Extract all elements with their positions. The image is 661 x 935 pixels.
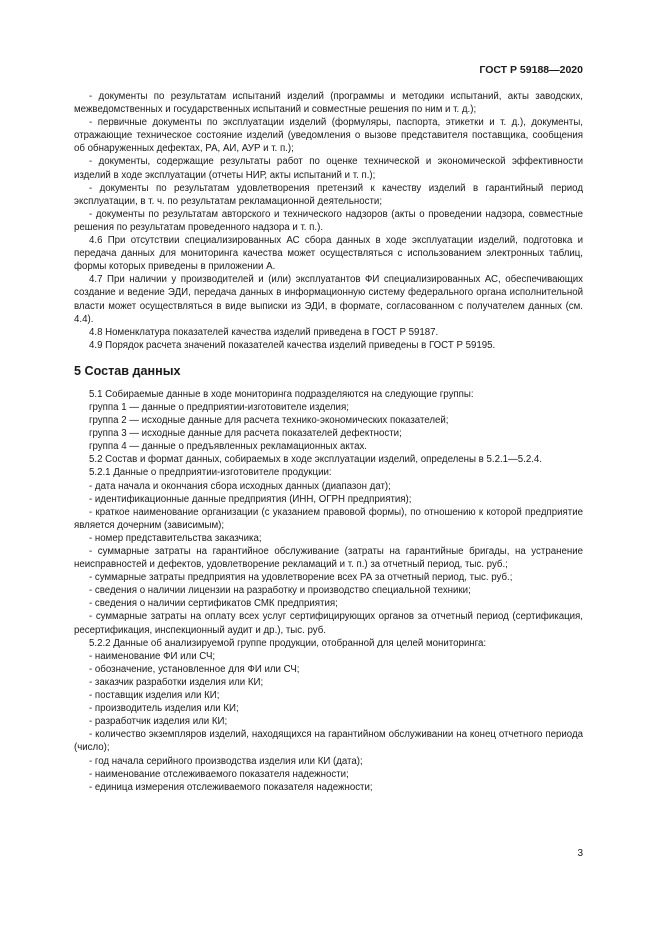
paragraph: - документы по результатам авторского и технического надзоров (акты о проведении надзора, совместные решения по результатам проведенного надзора и т. п.). xyxy=(74,208,583,233)
paragraph: - суммарные затраты на оплату всех услуг сертифицирующих органов за отчетный период (сертификация, ресертификация, инспекционный аудит и др.), тыс. руб. xyxy=(74,611,583,636)
paragraph: - документы, содержащие результаты работ по оценке технической и экономической эффективности изделий в ходе эксплуатации (отчеты НИР, акты испытаний и т. п.); xyxy=(74,156,583,181)
paragraph: - документы по результатам испытаний изделий (программы и методики испытаний, акты заводских, межведомственных и государственных испытаний и совместные решения по ним и т. д.); xyxy=(74,91,583,116)
paragraph: группа 3 — исходные данные для расчета показателей дефектности; xyxy=(89,428,402,440)
paragraph: группа 4 — данные о предъявленных рекламационных актах. xyxy=(89,441,367,453)
paragraph: группа 2 — исходные данные для расчета технико-экономических показателей; xyxy=(89,415,449,427)
paragraph: - год начала серийного производства изделия или КИ (дата); xyxy=(89,755,363,767)
paragraph: - номер представительства заказчика; xyxy=(89,532,262,544)
paragraph: группа 1 — данные о предприятии-изготовителе изделия; xyxy=(89,401,349,413)
paragraph: 5.2.2 Данные об анализируемой группе продукции, отобранной для целей мониторинга: xyxy=(89,637,487,649)
paragraph: - количество экземпляров изделий, находящихся на гарантийном обслуживании на конец отчетного периода (число); xyxy=(74,729,583,754)
paragraph: - разработчик изделия или КИ; xyxy=(89,716,228,728)
paragraph: - идентификационные данные предприятия (ИНН, ОГРН предприятия); xyxy=(89,493,412,505)
paragraph: - первичные документы по эксплуатации изделий (формуляры, паспорта, этикетки и т. д.), документы, отражающие техническое состояние изделий (уведомления о вызове представителя поставщика, сообщения об обнаруженных дефектах, РА, АИ, АУР и т. п.); xyxy=(74,117,583,155)
document-body xyxy=(74,90,583,794)
paragraph: - краткое наименование организации (с указанием правовой формы), по отношению к которой предприятие является дочерним (зависимым); xyxy=(74,506,583,531)
paragraph: 5.1 Собираемые данные в ходе мониторинга подразделяются на следующие группы: xyxy=(89,388,474,400)
paragraph: - суммарные затраты на гарантийное обслуживание (затраты на гарантийные бригады, на устранение неисправностей и дефектов, удовлетворение рекламаций и т. п.) за отчетный период, тыс. руб.; xyxy=(74,546,583,571)
paragraph: - поставщик изделия или КИ; xyxy=(89,690,220,702)
section-heading: 5 Состав данных xyxy=(74,363,181,378)
paragraph: - суммарные затраты предприятия на удовлетворение всех РА за отчетный период, тыс. руб.; xyxy=(89,572,513,584)
paragraph: - единица измерения отслеживаемого показателя надежности; xyxy=(89,781,373,793)
paragraph: - заказчик разработки изделия или КИ; xyxy=(89,676,264,688)
paragraph: - наименование ФИ или СЧ; xyxy=(89,650,216,662)
paragraph: 4.6 При отсутствии специализированных АС сбора данных в ходе эксплуатации изделий, подготовка и передача данных для мониторинга качества может осуществляться с использованием электронных таблиц, формы которых приведены в приложении А. xyxy=(74,235,583,273)
paragraph: - производитель изделия или КИ; xyxy=(89,703,239,715)
paragraph: - обозначение, установленное для ФИ или СЧ; xyxy=(89,663,300,675)
paragraph: 4.7 При наличии у производителей и (или) эксплуатантов ФИ специализированных АС, обеспечивающих создание и ведение ЭДИ, передача данных в информационную систему федерального органа исполнительной власти может осуществляться в виде выписки из ЭДИ, в формате, согласованном с получателем данных (см. 4.4). xyxy=(74,274,583,325)
paragraph: 4.9 Порядок расчета значений показателей качества изделий приведены в ГОСТ Р 59195. xyxy=(89,339,496,351)
paragraph: 5.2 Состав и формат данных, собираемых в ходе эксплуатации изделий, определены в 5.2.1—5.2.4. xyxy=(89,454,542,466)
paragraph: - дата начала и окончания сбора исходных данных (диапазон дат); xyxy=(89,480,391,492)
paragraph: - сведения о наличии сертификатов СМК предприятия; xyxy=(89,598,338,610)
paragraph: - наименование отслеживаемого показателя надежности; xyxy=(89,768,349,780)
paragraph: - сведения о наличии лицензии на разработку и производство специальной техники; xyxy=(89,585,471,597)
paragraph: - документы по результатам удовлетворения претензий к качеству изделий в гарантийный период эксплуатации, в т. ч. по результатам рекламационной деятельности; xyxy=(74,182,583,207)
document-header: ГОСТ Р 59188—2020 xyxy=(479,64,583,76)
paragraph: 5.2.1 Данные о предприятии-изготовителе продукции: xyxy=(89,467,332,479)
page-number: 3 xyxy=(577,848,583,859)
paragraph: 4.8 Номенклатура показателей качества изделий приведена в ГОСТ Р 59187. xyxy=(89,326,439,338)
